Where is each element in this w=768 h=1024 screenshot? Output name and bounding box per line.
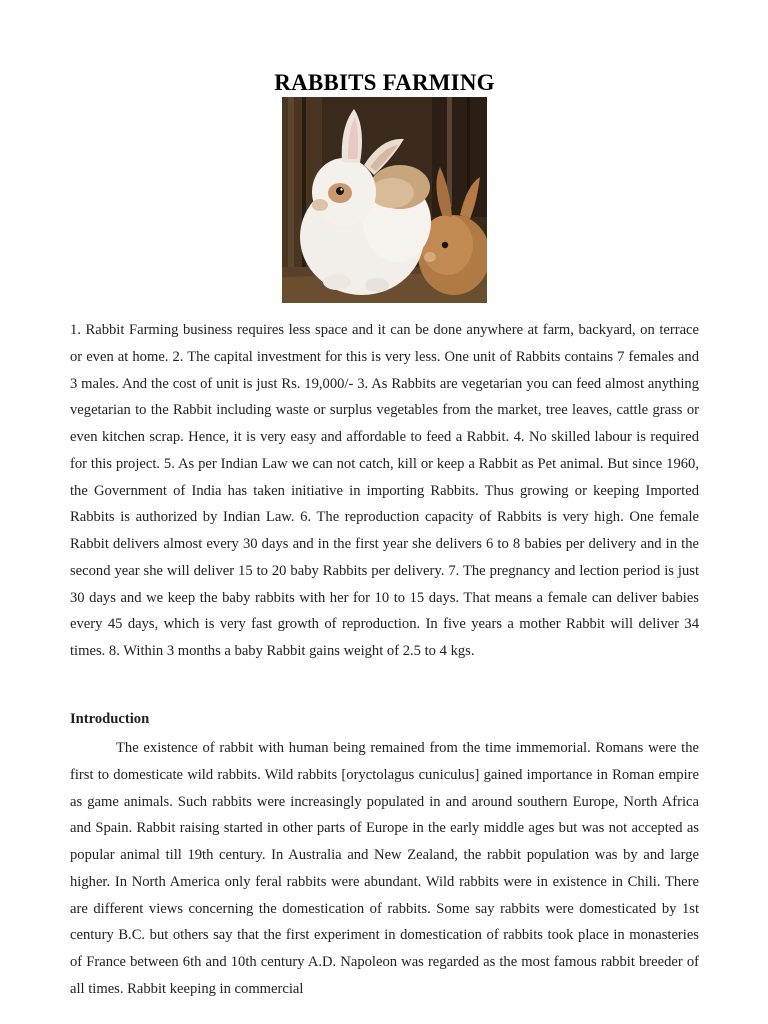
body-paragraph-introduction: The existence of rabbit with human being remained from the time immemorial. Romans were the first to domesticate wild rabbits. Wild rabbits [oryctolagus cuniculus] gained importance in Roman empire as game animals. Such rabbits were increasingly populated in and around southern Europe, North Africa and Spain. Rabbit raising started in other parts of Europe in the early middle ages but was not accepted as popular animal till 19th century. In Australia and New Zealand, the rabbit population was by and large higher. In North America only feral rabbits were abundant. Wild rabbits were in existence in Chili. There are different views concerning the domestication of rabbits. Some say rabbits were domesticated by 1st century B.C. but others say that the first experiment in domestication of rabbits took place in monasteries of France between 6th and 10th century A.D. Napoleon was regarded as the most famous rabbit breeder of all times. Rabbit keeping in commercial bbox=[70, 740, 699, 997]
rabbits-photo bbox=[282, 97, 487, 303]
document-title: RABBITS FARMING bbox=[274, 70, 495, 95]
section-heading-introduction: Introduction bbox=[70, 711, 150, 727]
body-paragraph-intro-points: 1. Rabbit Farming business requires less space and it can be done anywhere at farm, backyard, on terrace or even at home. 2. The capital investment for this is very less. One unit of Rabbits contains 7 females and 3 males. And the cost of unit is just Rs. 19,000/- 3. As Rabbits are vegetarian you can feed almost anything vegetarian to the Rabbit including waste or surplus vegetables from the market, tree leaves, cattle grass or even kitchen scrap. Hence, it is very easy and affordable to feed a Rabbit. 4. No skilled labour is required for this project. 5. As per Indian Law we can not catch, kill or keep a Rabbit as Pet animal. But since 1960, the Government of India has taken initiative in importing Rabbits. Thus growing or keeping Imported Rabbits is authorized by Indian Law. 6. The reproduction capacity of Rabbits is very high. One female Rabbit delivers almost every 30 days and in the first year she delivers 6 to 8 babies per delivery and in the second year she will deliver 15 to 20 baby Rabbits per delivery. 7. The pregnancy and lection period is just 30 days and we keep the baby rabbits with her for 10 to 15 days. That means a female can deliver babies every 45 days, which is very fast growth of reproduction. In five years a mother Rabbit will deliver 34 times. 8. Within 3 months a baby Rabbit gains weight of 2.5 to 4 kgs. bbox=[70, 322, 699, 659]
